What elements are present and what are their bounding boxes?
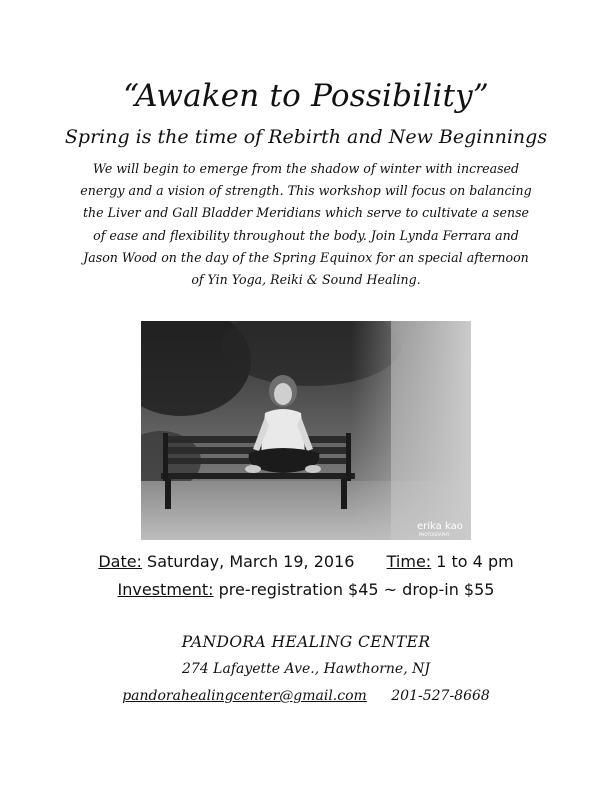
phone-number: 201-527-8668 <box>391 688 490 704</box>
description-line: the Liver and Gall Bladder Meridians which serve to cultivate a sense <box>83 205 529 221</box>
photo-watermark: erika kao <box>417 521 463 532</box>
description-line: energy and a vision of strength. This workshop will focus on balancing <box>80 183 532 199</box>
time-label: Time: <box>386 552 432 571</box>
photo-watermark-sub: PHOTOGRAPHY <box>419 532 450 537</box>
yoga-photo <box>141 321 471 540</box>
time-value: 1 to 4 pm <box>436 552 514 571</box>
flyer-title: “Awaken to Possibility” <box>123 78 489 114</box>
date-value: Saturday, March 19, 2016 <box>147 552 355 571</box>
event-investment <box>0 580 612 599</box>
description-line: of ease and flexibility throughout the body. Join Lynda Ferrara and <box>93 227 519 243</box>
yoga-photo-illustration <box>141 321 471 540</box>
email-link[interactable]: pandorahealingcenter@gmail.com <box>122 688 367 704</box>
description-line: of Yin Yoga, Reiki & Sound Healing. <box>191 272 421 288</box>
venue-contact <box>0 688 612 704</box>
venue-address: 274 Lafayette Ave., Hawthorne, NJ <box>182 661 430 677</box>
venue-name: PANDORA HEALING CENTER <box>181 633 431 651</box>
description-line: We will begin to emerge from the shadow of winter with increased <box>92 161 520 176</box>
description-line: Jason Wood on the day of the Spring Equinox for an special afternoon <box>83 249 529 265</box>
event-date-time <box>0 552 612 571</box>
description-paragraph <box>66 158 546 291</box>
flyer-subtitle: Spring is the time of Rebirth and New Beginnings <box>64 126 548 148</box>
investment-value: pre-registration $45 ~ drop-in $55 <box>218 580 495 599</box>
investment-label: Investment: <box>117 580 214 599</box>
date-label: Date: <box>98 552 142 571</box>
